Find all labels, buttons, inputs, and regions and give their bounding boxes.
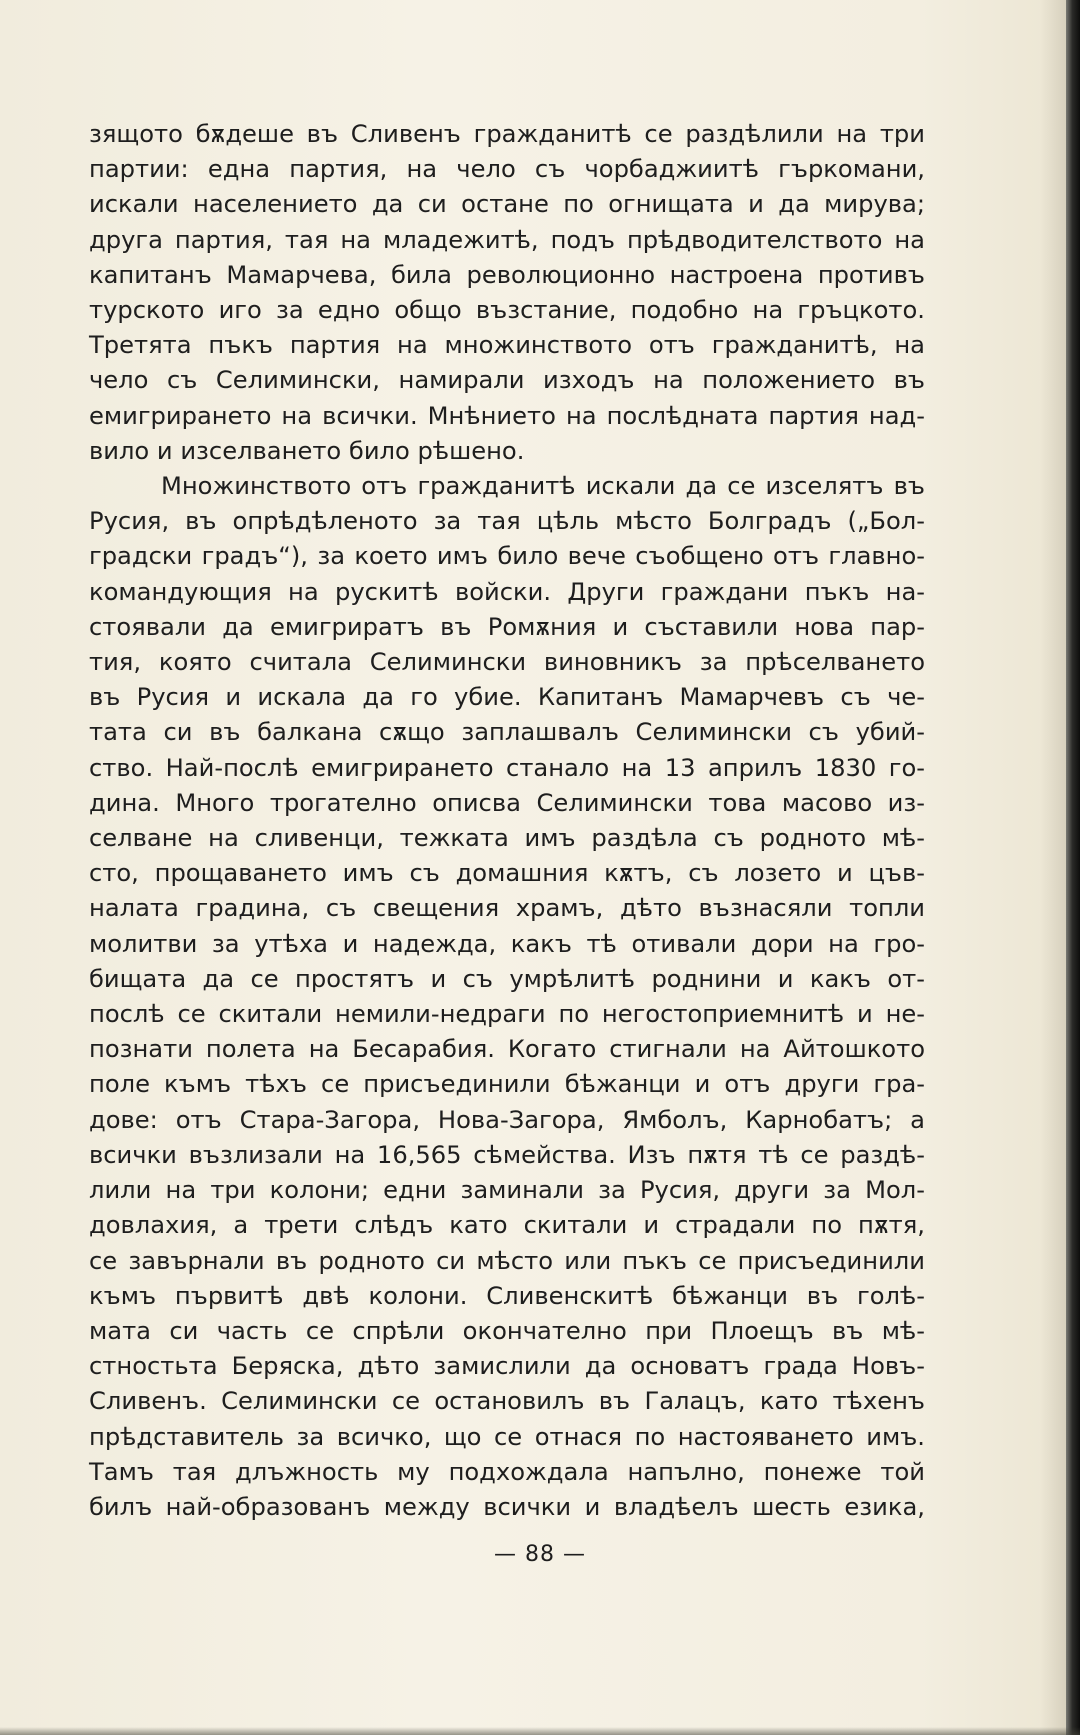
- text-line: дове: отъ Стара-Загора, Нова-Загора, Ямболъ, Карнобатъ; а: [89, 1105, 925, 1134]
- text-line: прѣдставитель за всичко, що се отнася по настояването имъ.: [89, 1422, 925, 1451]
- text-line: мата си часть се спрѣли окончателно при Плоещъ въ мѣ-: [89, 1316, 925, 1345]
- text-line: селване на сливенци, тежката имъ раздѣла съ родното мѣ-: [89, 824, 925, 853]
- text-line: емигрирането на всички. Мнѣнието на послѣдната партия над-: [89, 401, 925, 430]
- text-line: Тамъ тая длъжность му подхождала напълно, понеже той: [89, 1457, 925, 1486]
- text-line: Русия, въ опрѣдѣленото за тая цѣль мѣсто Болградъ („Бол-: [89, 507, 925, 536]
- text-line: ство. Най-послѣ емигрирането станало на 13 априлъ 1830 го-: [89, 753, 925, 782]
- text-line: налата градина, съ свещения храмъ, дѣто възнасяли топли: [89, 894, 925, 923]
- text-line: Сливенъ. Селимински се остановилъ въ Галацъ, като тѣхенъ: [89, 1387, 925, 1416]
- text-line: познати полета на Бесарабия. Когато стигнали на Айтошкото: [89, 1035, 925, 1064]
- text-line: зящото бѫдеше въ Сливенъ гражданитѣ се раздѣлили на три: [89, 120, 925, 148]
- text-line: стоявали да емигриратъ въ Ромѫния и съставили нова пар-: [89, 612, 925, 641]
- text-line: вило и изселването било рѣшено.: [89, 436, 525, 465]
- text-line: тия, която считала Селимински виновникъ за прѣселването: [89, 648, 925, 677]
- text-line: друга партия, тая на младежитѣ, подъ прѣдводителството на: [89, 225, 925, 254]
- text-line: билъ най-образованъ между всички и владѣелъ шесть езика,: [89, 1492, 925, 1521]
- text-line: партии: една партия, на чело съ чорбаджиитѣ гъркомани,: [89, 155, 925, 184]
- text-line: Множинството отъ гражданитѣ искали да се изселятъ въ: [161, 472, 925, 501]
- text-line: градски градъ“), за което имъ било вече съобщено отъ главно-: [89, 542, 925, 571]
- text-line: капитанъ Мамарчева, била революционно настроена противъ: [89, 260, 925, 289]
- text-line: чело съ Селимински, намирали изходъ на положението въ: [89, 366, 925, 395]
- text-line: лили на три колони; едни заминали за Русия, други за Мол-: [89, 1176, 925, 1205]
- page-number: — 88 —: [494, 1542, 586, 1567]
- text-line: въ Русия и искала да го убие. Капитанъ Мамарчевъ съ че-: [89, 683, 925, 712]
- text-line: тата си въ балкана сѫщо заплашвалъ Селимински съ убий-: [89, 718, 925, 747]
- text-line: бищата да се простятъ и съ умрѣлитѣ роднини и какъ от-: [89, 964, 925, 993]
- paragraph-1: [89, 117, 925, 469]
- page-edge-shadow: [1040, 0, 1066, 1735]
- text-line: молитви за утѣха и надежда, какъ тѣ отивали дори на гро-: [89, 929, 925, 958]
- page-edge-bottom: [0, 1727, 1080, 1735]
- text-line: командующия на рускитѣ войски. Други граждани пъкъ на-: [89, 577, 925, 606]
- text-line: послѣ се скитали немили-недраги по негостоприемнитѣ и не-: [89, 1000, 925, 1029]
- paragraph-2: [89, 469, 925, 1525]
- text-line: довлахия, а трети слѣдъ като скитали и страдали по пѫтя,: [89, 1211, 925, 1240]
- text-line: всички възлизали на 16,565 сѣмейства. Изъ пѫтя тѣ се раздѣ-: [89, 1140, 925, 1169]
- text-line: искали населението да си остане по огнищата и да мирува;: [89, 190, 925, 219]
- page-edge-right: [1066, 0, 1080, 1735]
- text-line: къмъ първитѣ двѣ колони. Сливенскитѣ бѣжанци въ голѣ-: [89, 1281, 925, 1310]
- body-text: [89, 117, 925, 1525]
- text-line: сто, прощаването имъ съ домашния кѫтъ, съ лозето и цъв-: [89, 859, 925, 888]
- text-line: се завърнали въ родното си мѣсто или пъкъ се присъединили: [89, 1246, 925, 1275]
- text-line: поле къмъ тѣхъ се присъединили бѣжанци и отъ други гра-: [89, 1070, 925, 1099]
- text-line: Третята пъкъ партия на множинството отъ гражданитѣ, на: [89, 331, 925, 360]
- text-line: стностьта Беряска, дѣто замислили да основатъ града Новъ-: [89, 1352, 925, 1381]
- text-line: турското иго за едно общо възстание, подобно на гръцкото.: [89, 296, 925, 325]
- text-line: дина. Много трогателно описва Селимински това масово из-: [89, 788, 925, 817]
